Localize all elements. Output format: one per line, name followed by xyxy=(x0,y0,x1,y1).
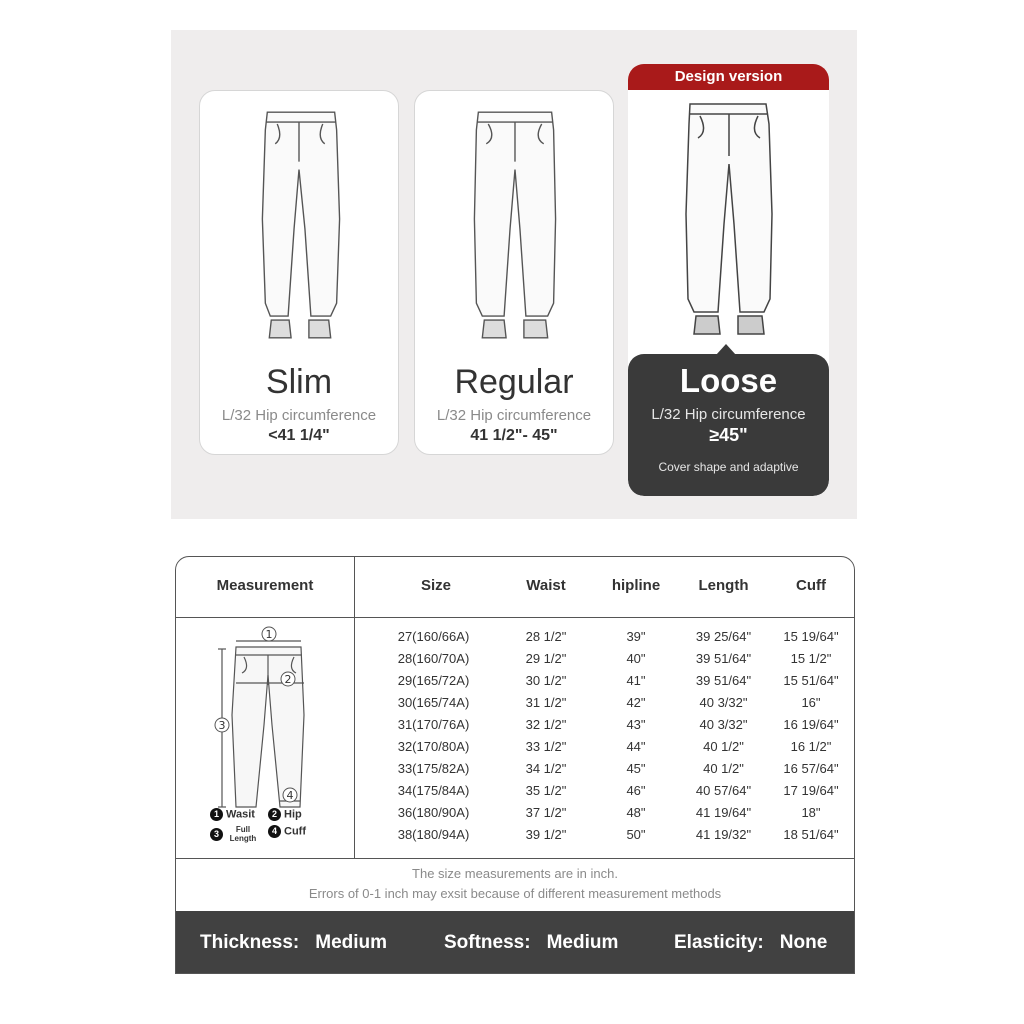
fit-card-loose xyxy=(628,64,829,496)
attribute-label: Thickness: xyxy=(200,932,300,953)
divider xyxy=(176,617,854,618)
table-cell: 41 19/32" xyxy=(695,827,752,842)
column-header-cuff: Cuff xyxy=(796,577,826,594)
table-cell: 37 1/2" xyxy=(525,805,567,820)
table-cell: 18" xyxy=(801,805,821,820)
attribute-thickness xyxy=(200,911,403,974)
fit-label: L/32 Hip circumference xyxy=(436,407,592,424)
table-cell: 30(165/74A) xyxy=(397,695,470,710)
table-cell: 39" xyxy=(626,629,646,644)
table-cell: 38(180/94A) xyxy=(397,827,470,842)
table-cell: 18 51/64" xyxy=(783,827,839,842)
table-cell: 50" xyxy=(626,827,646,842)
divider xyxy=(176,858,854,859)
legend-item-full-length xyxy=(210,825,260,843)
column-header-size: Size xyxy=(420,577,451,594)
design-version-banner: Design version xyxy=(628,64,829,90)
column-header-length: Length xyxy=(698,577,749,594)
legend-number: 2 xyxy=(268,808,281,821)
table-cell: 28 1/2" xyxy=(525,629,567,644)
table-cell: 16 1/2" xyxy=(790,739,832,754)
table-cell: 29(165/72A) xyxy=(397,673,470,688)
legend-label: Wasit xyxy=(226,808,255,821)
table-cell: 39 25/64" xyxy=(695,629,752,644)
fit-label: L/32 Hip circumference xyxy=(221,407,377,424)
table-cell: 15 19/64" xyxy=(783,629,839,644)
table-cell: 48" xyxy=(626,805,646,820)
jeans-icon xyxy=(415,99,613,351)
legend-label: Full Length xyxy=(229,825,257,843)
fit-name: Slim xyxy=(265,363,333,401)
fabric-attributes-bar xyxy=(176,911,854,974)
table-cell: 42" xyxy=(626,695,646,710)
pants-diagram-icon xyxy=(196,625,336,815)
table-cell: 45" xyxy=(626,761,646,776)
table-cell: 15 51/64" xyxy=(783,673,839,688)
table-cell: 32 1/2" xyxy=(525,717,567,732)
table-cell: 39 1/2" xyxy=(525,827,567,842)
table-cell: 40 57/64" xyxy=(695,783,752,798)
table-cell: 44" xyxy=(626,739,646,754)
fit-name: Loose xyxy=(679,362,778,399)
jeans-icon xyxy=(628,94,829,350)
table-cell: 33 1/2" xyxy=(525,739,567,754)
fit-note: Cover shape and adaptive xyxy=(658,460,799,474)
table-cell: 41 19/64" xyxy=(695,805,752,820)
fit-label: L/32 Hip circumference xyxy=(651,406,806,423)
fit-value: ≥45" xyxy=(709,425,748,445)
table-cell: 40 3/32" xyxy=(699,717,748,732)
table-cell: 30 1/2" xyxy=(525,673,567,688)
jeans-icon xyxy=(200,99,398,351)
fit-card-slim xyxy=(199,90,399,455)
table-cell: 16 57/64" xyxy=(783,761,839,776)
error-note: Errors of 0-1 inch may exsit because of different measurement methods xyxy=(308,886,722,901)
pointer-notch xyxy=(716,344,736,355)
size-chart xyxy=(175,556,855,974)
marker-1: 1 xyxy=(265,628,273,641)
attribute-elasticity xyxy=(674,911,843,974)
attribute-label: Elasticity: xyxy=(674,932,764,953)
table-cell: 43" xyxy=(626,717,646,732)
attribute-value: Medium xyxy=(546,932,619,953)
fit-value: 41 1/2"- 45" xyxy=(470,427,558,444)
legend-label: Cuff xyxy=(284,825,306,838)
legend-label: Hip xyxy=(284,808,302,821)
table-cell: 40 1/2" xyxy=(703,761,744,776)
table-cell: 31(170/76A) xyxy=(397,717,470,732)
fit-card-regular xyxy=(414,90,614,455)
unit-note: The size measurements are in inch. xyxy=(412,866,618,881)
table-cell: 40 3/32" xyxy=(699,695,748,710)
table-cell: 40 1/2" xyxy=(703,739,744,754)
legend-item-cuff xyxy=(268,825,306,838)
legend-number: 4 xyxy=(268,825,281,838)
marker-2: 2 xyxy=(284,673,292,686)
attribute-softness xyxy=(444,911,634,974)
table-cell: 35 1/2" xyxy=(525,783,567,798)
table-cell: 39 51/64" xyxy=(695,673,752,688)
table-cell: 41" xyxy=(626,673,646,688)
legend-item-waist xyxy=(210,808,255,821)
fit-value: <41 1/4" xyxy=(268,427,330,444)
attribute-label: Softness: xyxy=(444,932,531,953)
table-cell: 39 51/64" xyxy=(695,651,752,666)
table-cell: 27(160/66A) xyxy=(397,629,470,644)
attribute-value: None xyxy=(779,932,828,953)
fit-name: Regular xyxy=(454,363,574,401)
table-cell: 32(170/80A) xyxy=(397,739,470,754)
column-header-hipline: hipline xyxy=(611,577,661,594)
table-cell: 16 19/64" xyxy=(783,717,839,732)
table-cell: 36(180/90A) xyxy=(397,805,470,820)
table-cell: 29 1/2" xyxy=(525,651,567,666)
marker-3: 3 xyxy=(218,719,226,732)
table-cell: 17 19/64" xyxy=(783,783,839,798)
legend-item-hip xyxy=(268,808,302,821)
table-cell: 34 1/2" xyxy=(525,761,567,776)
table-cell: 16" xyxy=(801,695,821,710)
table-cell: 15 1/2" xyxy=(790,651,832,666)
table-cell: 33(175/82A) xyxy=(397,761,470,776)
table-cell: 34(175/84A) xyxy=(397,783,470,798)
table-cell: 28(160/70A) xyxy=(397,651,470,666)
legend-number: 3 xyxy=(210,828,223,841)
divider xyxy=(354,557,355,858)
attribute-value: Medium xyxy=(315,932,388,953)
marker-4: 4 xyxy=(286,789,294,802)
legend-number: 1 xyxy=(210,808,223,821)
measurement-header: Measurement xyxy=(216,577,314,594)
table-cell: 40" xyxy=(626,651,646,666)
column-header-waist: Waist xyxy=(526,577,566,594)
table-cell: 46" xyxy=(626,783,646,798)
table-cell: 31 1/2" xyxy=(525,695,567,710)
